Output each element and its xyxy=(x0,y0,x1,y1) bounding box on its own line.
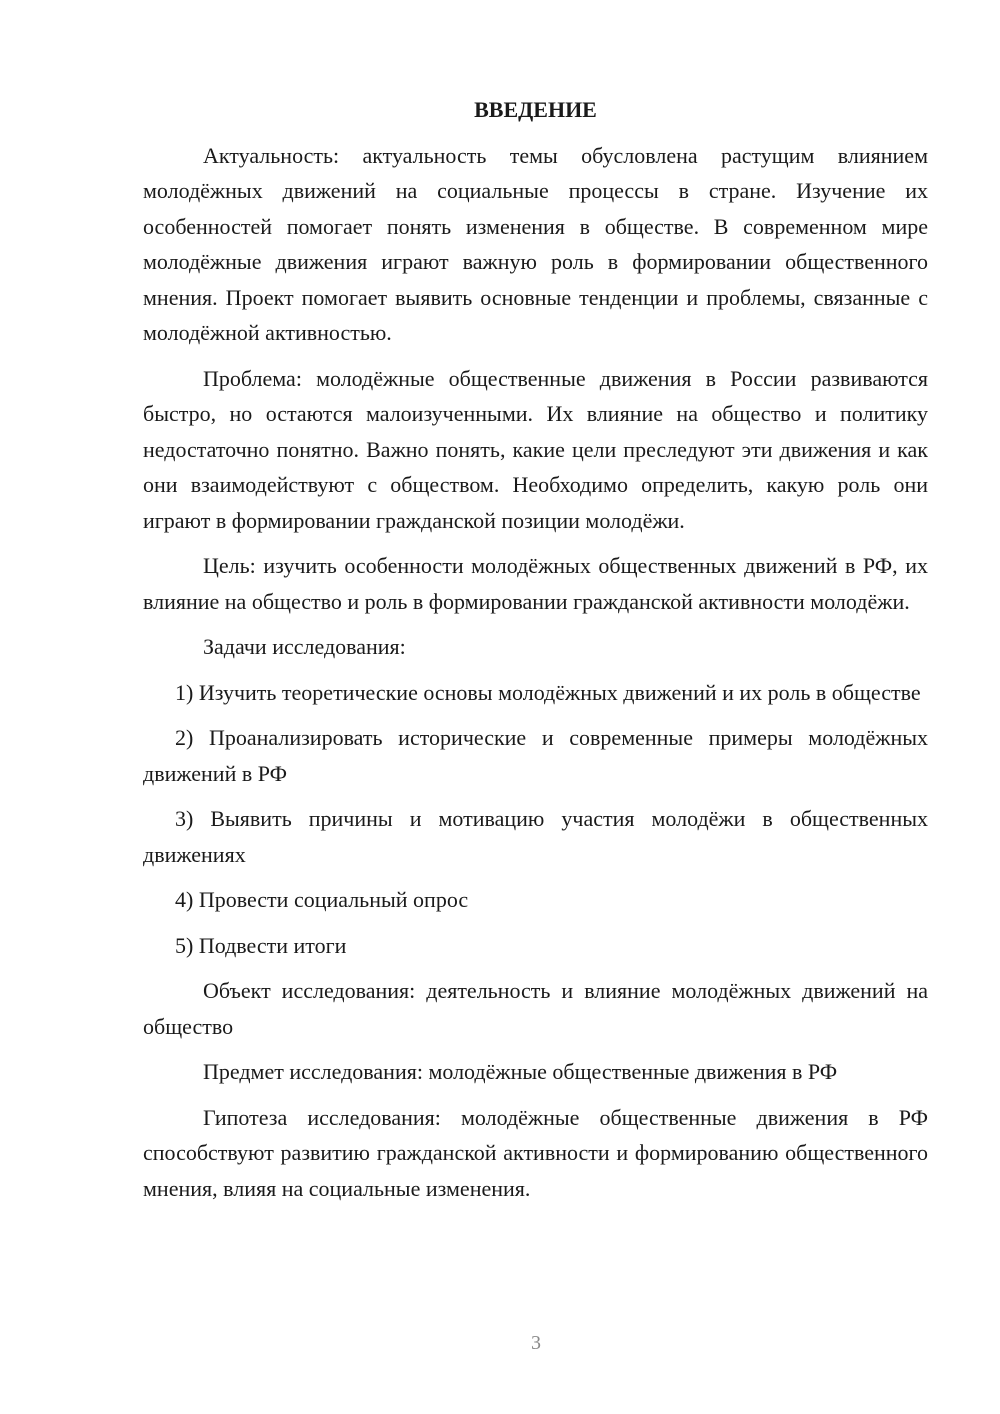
hypothesis-paragraph: Гипотеза исследования: молодёжные общественные движения в РФ способствуют развитию гражданской активности и формированию общественного мнения, влияя на социальные изменения. xyxy=(143,1104,928,1201)
task-item-3: 3) Выявить причины и мотивацию участия молодёжи в общественных движениях xyxy=(143,806,928,867)
task-item-1: 1) Изучить теоретические основы молодёжных движений и их роль в обществе xyxy=(175,679,921,705)
tasks-heading: Задачи исследования: xyxy=(203,634,406,659)
page-number: 3 xyxy=(531,1332,541,1354)
subject-paragraph: Предмет исследования: молодёжные общественные движения в РФ xyxy=(203,1059,838,1084)
task-item-4: 4) Провести социальный опрос xyxy=(175,887,469,912)
task-item-2: 2) Проанализировать исторические и современные примеры молодёжных движений в РФ xyxy=(143,725,928,786)
task-item-5: 5) Подвести итоги xyxy=(175,932,347,958)
document-page xyxy=(143,92,928,1216)
object-paragraph: Объект исследования: деятельность и влияние молодёжных движений на общество xyxy=(143,978,928,1039)
relevance-paragraph: Актуальность: актуальность темы обусловлена растущим влиянием молодёжных движений на социальные процессы в стране. Изучение их особенностей помогает понять изменения в обществе. В современном мире молодёжные движения играют важную роль в формировании общественного мнения. Проект помогает выявить основные тенденции и проблемы, связанные с молодёжной активностью. xyxy=(143,142,928,345)
section-heading: ВВЕДЕНИЕ xyxy=(474,97,597,122)
problem-paragraph: Проблема: молодёжные общественные движения в России развиваются быстро, но остаются малоизученными. Их влияние на общество и политику недостаточно понятно. Важно понять, какие цели преследуют эти движения и как они взаимодействуют с обществом. Необходимо определить, какую роль они играют в формировании гражданской позиции молодёжи. xyxy=(143,365,928,533)
goal-paragraph: Цель: изучить особенности молодёжных общественных движений в РФ, их влияние на общество и роль в формировании гражданской активности молодёжи. xyxy=(143,553,928,614)
